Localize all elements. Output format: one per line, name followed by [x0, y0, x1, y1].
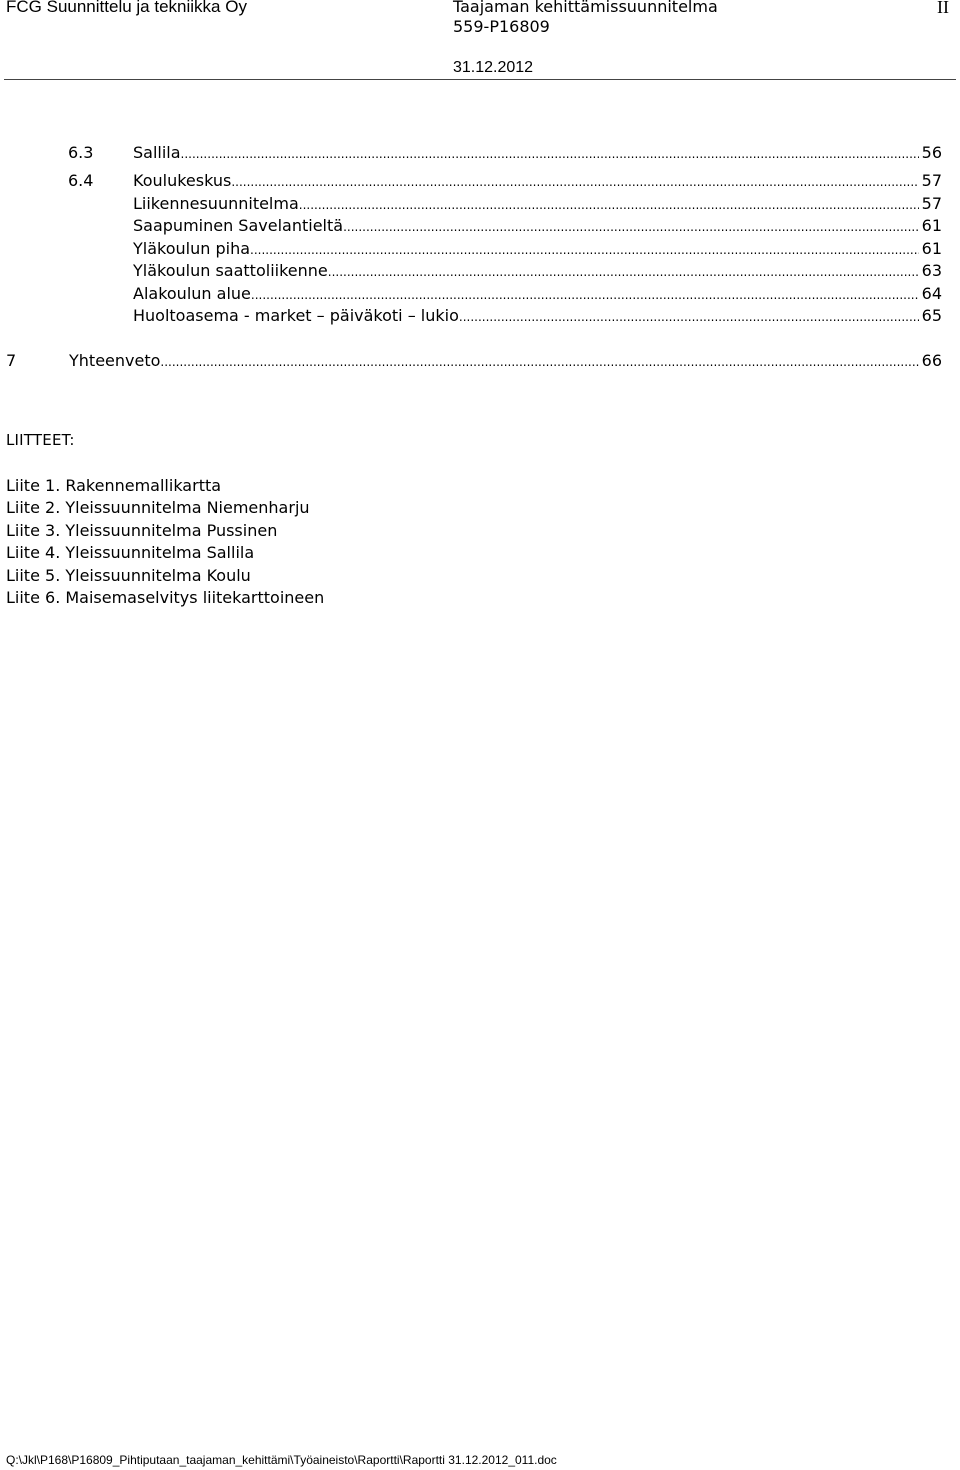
toc-entry[interactable] — [0, 215, 942, 237]
toc-entry[interactable] — [0, 193, 942, 215]
toc-leader-dots — [181, 143, 919, 165]
toc-entry-page: 66 — [921, 351, 942, 370]
toc-entry-page: 61 — [921, 239, 942, 258]
toc-entry-title: Huoltoasema - market – päiväkoti – lukio — [133, 306, 459, 325]
toc-entry-title: Yläkoulun piha — [133, 239, 251, 258]
toc-leader-dots — [328, 261, 919, 283]
toc-entry-page: 57 — [921, 194, 942, 213]
toc-entry-number: 6.4 — [68, 171, 94, 190]
toc-entry-title: Sallila — [133, 143, 181, 162]
appendices-heading: LIITTEET: — [6, 431, 75, 449]
toc-entry-page: 63 — [921, 261, 942, 280]
footer-file-path: Q:\Jkl\P168\P16809_Pihtiputaan_taajaman_kehittämi\Työaineisto\Raportti\Raportti 31.12.2012_011.doc — [6, 1453, 557, 1467]
project-code: 559-P16809 — [453, 17, 550, 36]
appendix-item: Liite 3. Yleissuunnitelma Pussinen — [6, 521, 278, 540]
toc-leader-dots — [299, 194, 919, 216]
toc-entry-title: Alakoulun alue — [133, 284, 251, 303]
toc-entry-page: 56 — [921, 143, 942, 162]
toc-entry-page: 65 — [921, 306, 942, 325]
header-divider — [4, 79, 956, 80]
toc-entry-page: 64 — [921, 284, 942, 303]
toc-entry[interactable] — [0, 283, 942, 305]
toc-leader-dots — [251, 284, 919, 306]
toc-leader-dots — [231, 171, 918, 193]
toc-entry[interactable] — [0, 260, 942, 282]
appendix-item: Liite 6. Maisemaselvitys liitekarttoineen — [6, 588, 325, 607]
toc-entry[interactable] — [0, 350, 942, 372]
page-number: II — [937, 0, 949, 17]
toc-entry-page: 57 — [921, 171, 942, 190]
toc-entry-page: 61 — [921, 216, 942, 235]
appendix-item: Liite 2. Yleissuunnitelma Niemenharju — [6, 498, 310, 517]
appendix-item: Liite 5. Yleissuunnitelma Koulu — [6, 566, 251, 585]
toc-entry[interactable] — [0, 142, 942, 164]
document-title: Taajaman kehittämissuunnitelma — [453, 0, 718, 16]
appendix-item: Liite 1. Rakennemallikartta — [6, 476, 222, 495]
toc-entry[interactable] — [0, 170, 942, 192]
toc-entry-title: Liikennesuunnitelma — [133, 194, 299, 213]
document-date: 31.12.2012 — [453, 59, 534, 76]
toc-entry[interactable] — [0, 305, 942, 327]
toc-leader-dots — [160, 351, 918, 373]
toc-entry-number: 7 — [6, 351, 17, 370]
toc-entry-title: Saapuminen Savelantieltä — [133, 216, 344, 235]
toc-leader-dots — [343, 216, 919, 238]
toc-entry-title: Yläkoulun saattoliikenne — [133, 261, 328, 280]
company-name: FCG Suunnittelu ja tekniikka Oy — [6, 0, 247, 16]
appendix-item: Liite 4. Yleissuunnitelma Sallila — [6, 543, 255, 562]
toc-leader-dots — [459, 306, 919, 328]
toc-entry-title: Koulukeskus — [133, 171, 232, 190]
toc-entry-number: 6.3 — [68, 143, 94, 162]
toc-entry-title: Yhteenveto — [69, 351, 161, 370]
toc-leader-dots — [250, 239, 919, 261]
toc-entry[interactable] — [0, 238, 942, 260]
